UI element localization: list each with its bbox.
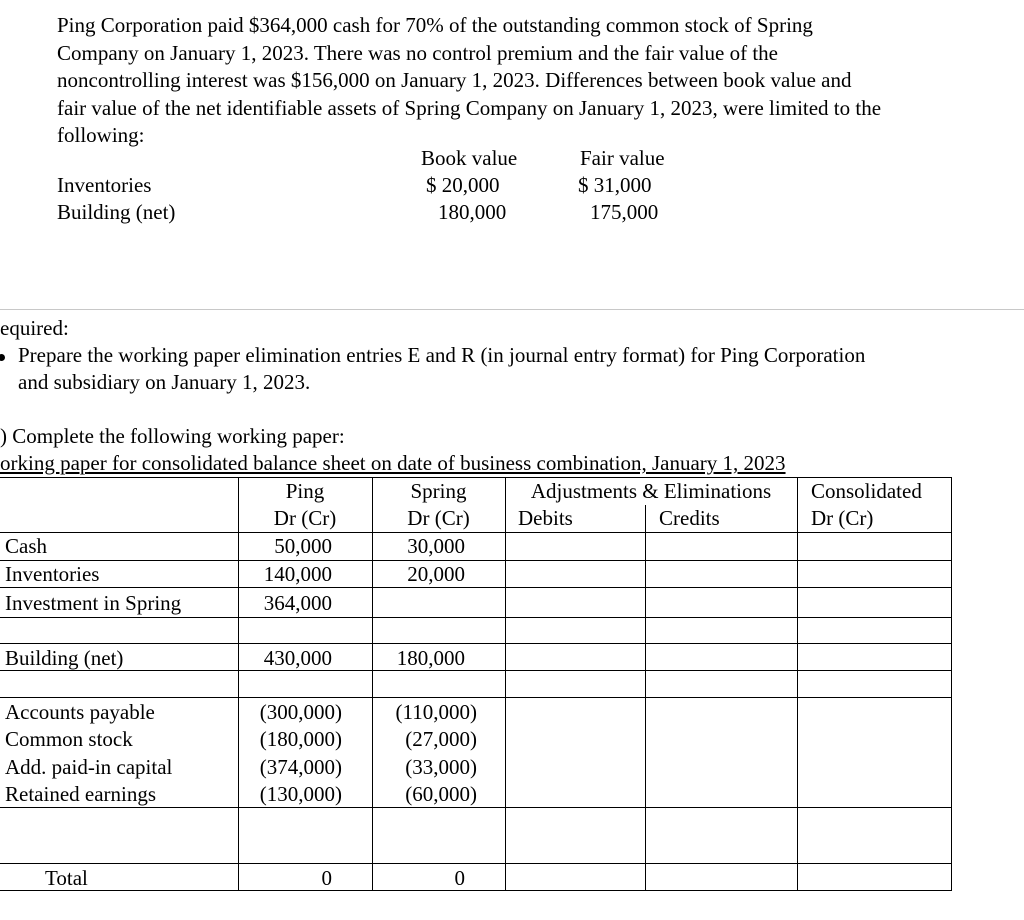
fv-row-book: 180,000 xyxy=(438,200,507,224)
intro-line: Ping Corporation paid $364,000 cash for 70% of the outstanding common stock of Spring xyxy=(57,13,813,37)
building-ping: 430,000 xyxy=(263,646,332,670)
cash-ping: 50,000 xyxy=(274,534,332,558)
ping-subheader: Dr (Cr) xyxy=(273,506,337,530)
fv-row-fair: $ 31,000 xyxy=(578,173,652,197)
fv-row-book: $ 20,000 xyxy=(426,173,500,197)
total-ping: 0 xyxy=(321,866,332,890)
apic-ping: (374,000) xyxy=(259,755,342,779)
credits-header: Credits xyxy=(659,506,720,530)
fair-value-header: Fair value xyxy=(580,146,665,170)
cs-ping: (180,000) xyxy=(259,727,342,751)
ap-ping: (300,000) xyxy=(259,700,342,724)
intro-line: following: xyxy=(57,123,145,147)
part-a-marker xyxy=(0,343,5,368)
part-b-text: ) Complete the following working paper: xyxy=(0,424,345,448)
consolidated-header: Consolidated xyxy=(811,479,922,503)
fv-row-fair: 175,000 xyxy=(590,200,659,224)
section-divider xyxy=(0,309,1024,310)
re-spring: (60,000) xyxy=(405,782,477,806)
book-value-header: Book value xyxy=(421,146,518,170)
total-spring: 0 xyxy=(454,866,465,890)
row-label-investment: Investment in Spring xyxy=(5,591,182,615)
row-label-apic: Add. paid-in capital xyxy=(5,755,173,779)
worksheet-title: orking paper for consolidated balance sheet on date of business combination, January 1, 2023 xyxy=(0,451,786,475)
consolidated-subheader: Dr (Cr) xyxy=(811,506,874,530)
part-a-line: and subsidiary on January 1, 2023. xyxy=(18,370,311,394)
building-spring: 180,000 xyxy=(396,646,465,670)
investment-ping: 364,000 xyxy=(263,591,332,615)
adjustments-header: Adjustments & Eliminations xyxy=(530,479,772,503)
ping-header: Ping xyxy=(285,479,325,503)
debits-header: Debits xyxy=(518,506,573,530)
intro-line: noncontrolling interest was $156,000 on January 1, 2023. Differences between book value and xyxy=(57,68,852,92)
intro-line: fair value of the net identifiable assets of Spring Company on January 1, 2023, were limited to the xyxy=(57,95,882,120)
cs-spring: (27,000) xyxy=(405,727,477,751)
cash-spring: 30,000 xyxy=(407,534,465,558)
inventories-ping: 140,000 xyxy=(263,562,332,586)
fv-row-label: Building (net) xyxy=(57,200,176,224)
row-label-inventories: Inventories xyxy=(5,562,100,586)
intro-line: Company on January 1, 2023. There was no control premium and the fair value of the xyxy=(57,40,779,65)
row-label-common-stock: Common stock xyxy=(5,727,133,751)
row-label-accounts-payable: Accounts payable xyxy=(5,700,155,724)
part-a-line: Prepare the working paper elimination entries E and R (in journal entry format) for Ping Corporation xyxy=(18,343,866,367)
spring-subheader: Dr (Cr) xyxy=(407,506,470,530)
required-heading: equired: xyxy=(0,316,69,340)
row-label-total: Total xyxy=(45,866,88,890)
row-label-building: Building (net) xyxy=(5,646,124,670)
problem-intro xyxy=(57,12,881,150)
row-label-retained-earnings: Retained earnings xyxy=(5,782,157,806)
inventories-spring: 20,000 xyxy=(407,562,465,586)
re-ping: (130,000) xyxy=(259,782,342,806)
apic-spring: (33,000) xyxy=(405,755,477,779)
spring-header: Spring xyxy=(410,479,467,503)
row-label-cash: Cash xyxy=(5,534,47,558)
ap-spring: (110,000) xyxy=(395,700,477,724)
fv-row-label: Inventories xyxy=(57,173,152,197)
